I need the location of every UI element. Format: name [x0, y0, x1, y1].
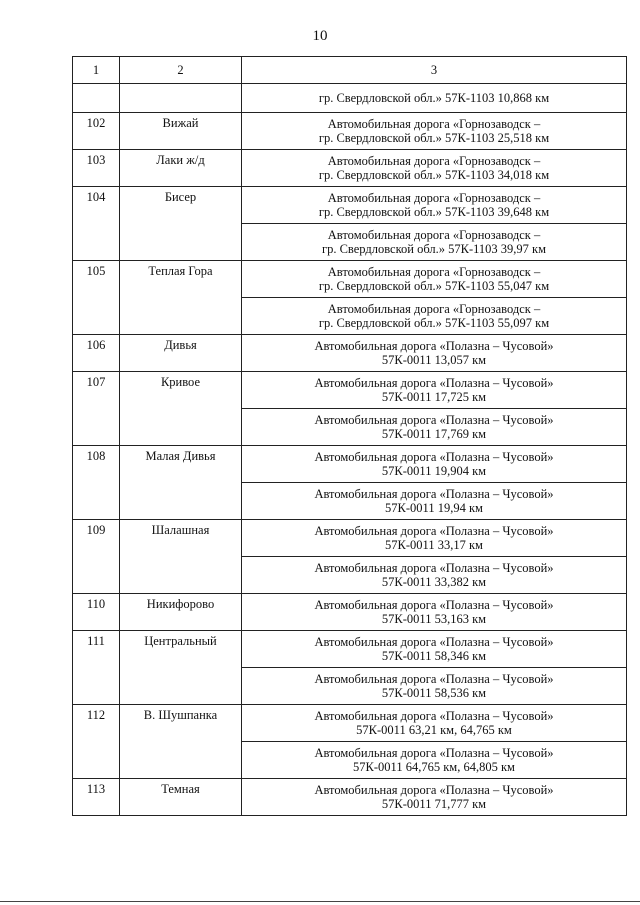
road-description: [242, 779, 627, 816]
table-body: [73, 84, 627, 816]
road-description-line: Автомобильная дорога «Полазна – Чусовой»: [314, 672, 554, 686]
stop-name: Вижай: [120, 113, 242, 150]
road-description-line: 57К-0011 63,21 км, 64,765 км: [356, 723, 512, 737]
road-description-line: 57К-0011 53,163 км: [381, 612, 487, 626]
table-row: [73, 631, 627, 668]
column-header-road: 3: [242, 57, 627, 84]
column-header-number: 1: [73, 57, 120, 84]
stops-table: [72, 56, 627, 816]
road-description: [242, 261, 627, 298]
table-row: [73, 372, 627, 409]
stop-number: 102: [73, 113, 120, 150]
road-description: [242, 742, 627, 779]
table-row: [73, 779, 627, 816]
stop-name: Шалашная: [120, 520, 242, 594]
road-description: [242, 594, 627, 631]
road-description: [242, 557, 627, 594]
stop-number: 105: [73, 261, 120, 335]
road-description-line: гр. Свердловской обл.» 57К-1103 25,518 км: [318, 131, 550, 145]
table-row: [73, 594, 627, 631]
road-description: [242, 113, 627, 150]
road-description: [242, 631, 627, 668]
stop-number: 106: [73, 335, 120, 372]
table-row: [73, 187, 627, 224]
road-description-line: Автомобильная дорога «Полазна – Чусовой»: [314, 746, 554, 760]
road-description-line: Автомобильная дорога «Полазна – Чусовой»: [314, 783, 554, 797]
road-description-line: Автомобильная дорога «Полазна – Чусовой»: [314, 635, 554, 649]
road-description: [242, 520, 627, 557]
stop-number: 112: [73, 705, 120, 779]
road-description: [242, 224, 627, 261]
stop-name: Бисер: [120, 187, 242, 261]
stop-number: 103: [73, 150, 120, 187]
table-row: [73, 84, 627, 113]
stop-name: Малая Дивья: [120, 446, 242, 520]
road-description-line: Автомобильная дорога «Горнозаводск –: [327, 265, 541, 279]
column-header-stop-name: 2: [120, 57, 242, 84]
stop-number: 109: [73, 520, 120, 594]
road-description-line: 57К-0011 33,382 км: [381, 575, 487, 589]
road-description-line: Автомобильная дорога «Горнозаводск –: [327, 154, 541, 168]
road-description-line: гр. Свердловской обл.» 57К-1103 39,648 км: [318, 205, 550, 219]
road-description-line: 57К-0011 17,725 км: [381, 390, 487, 404]
road-description-line: 57К-0011 17,769 км: [381, 427, 487, 441]
stop-number: 108: [73, 446, 120, 520]
page-number: 10: [312, 28, 328, 44]
stop-name: Центральный: [120, 631, 242, 705]
road-description-line: 57К-0011 58,346 км: [381, 649, 487, 663]
stop-number: 107: [73, 372, 120, 446]
table-row: [73, 150, 627, 187]
road-description: [242, 335, 627, 372]
stop-name: Темная: [120, 779, 242, 816]
table-row: [73, 520, 627, 557]
road-description-line: Автомобильная дорога «Горнозаводск –: [327, 117, 541, 131]
road-description-line: 57К-0011 19,94 км: [385, 501, 483, 515]
table-row: [73, 705, 627, 742]
road-description: [242, 187, 627, 224]
stop-number: 113: [73, 779, 120, 816]
road-description: [242, 298, 627, 335]
road-description: [242, 150, 627, 187]
table-header-row: [73, 57, 627, 84]
stop-number: 111: [73, 631, 120, 705]
road-description-line: гр. Свердловской обл.» 57К-1103 10,868 км: [318, 91, 550, 105]
road-description: [242, 84, 627, 113]
road-description-line: 57К-0011 19,904 км: [381, 464, 487, 478]
stop-name: Лаки ж/д: [120, 150, 242, 187]
road-description-line: Автомобильная дорога «Полазна – Чусовой»: [314, 709, 554, 723]
stop-name: Дивья: [120, 335, 242, 372]
stop-name: Никифорово: [120, 594, 242, 631]
road-description-line: Автомобильная дорога «Полазна – Чусовой»: [314, 487, 554, 501]
road-description-line: 57К-0011 64,765 км, 64,805 км: [353, 760, 515, 774]
stop-name: [120, 84, 242, 113]
road-description: [242, 446, 627, 483]
road-description-line: Автомобильная дорога «Полазна – Чусовой»: [314, 524, 554, 538]
road-description-line: Автомобильная дорога «Полазна – Чусовой»: [314, 598, 554, 612]
road-description-line: гр. Свердловской обл.» 57К-1103 55,097 км: [318, 316, 550, 330]
road-description-line: гр. Свердловской обл.» 57К-1103 34,018 км: [318, 168, 550, 182]
road-description-line: Автомобильная дорога «Горнозаводск –: [327, 302, 541, 316]
stop-name: Кривое: [120, 372, 242, 446]
road-description-line: 57К-0011 13,057 км: [381, 353, 487, 367]
stop-number: 110: [73, 594, 120, 631]
stop-name: В. Шушпанка: [120, 705, 242, 779]
road-description-line: гр. Свердловской обл.» 57К-1103 55,047 км: [318, 279, 550, 293]
page-edge-line: [0, 901, 640, 902]
stop-number: [73, 84, 120, 113]
table-row: [73, 261, 627, 298]
road-description-line: Автомобильная дорога «Горнозаводск –: [327, 191, 541, 205]
road-description-line: Автомобильная дорога «Полазна – Чусовой»: [314, 339, 554, 353]
table-row: [73, 335, 627, 372]
table-row: [73, 113, 627, 150]
road-description-line: 57К-0011 71,777 км: [381, 797, 487, 811]
road-description: [242, 705, 627, 742]
road-description: [242, 483, 627, 520]
road-description-line: Автомобильная дорога «Полазна – Чусовой»: [314, 450, 554, 464]
stop-name: Теплая Гора: [120, 261, 242, 335]
road-description: [242, 409, 627, 446]
road-description-line: Автомобильная дорога «Горнозаводск –: [327, 228, 541, 242]
table-row: [73, 446, 627, 483]
stop-number: 104: [73, 187, 120, 261]
road-description-line: 57К-0011 33,17 км: [385, 538, 483, 552]
road-description: [242, 668, 627, 705]
road-description-line: Автомобильная дорога «Полазна – Чусовой»: [314, 561, 554, 575]
road-description-line: Автомобильная дорога «Полазна – Чусовой»: [314, 376, 554, 390]
road-description-line: 57К-0011 58,536 км: [381, 686, 487, 700]
road-description-line: Автомобильная дорога «Полазна – Чусовой»: [314, 413, 554, 427]
road-description: [242, 372, 627, 409]
road-description-line: гр. Свердловской обл.» 57К-1103 39,97 км: [321, 242, 547, 256]
